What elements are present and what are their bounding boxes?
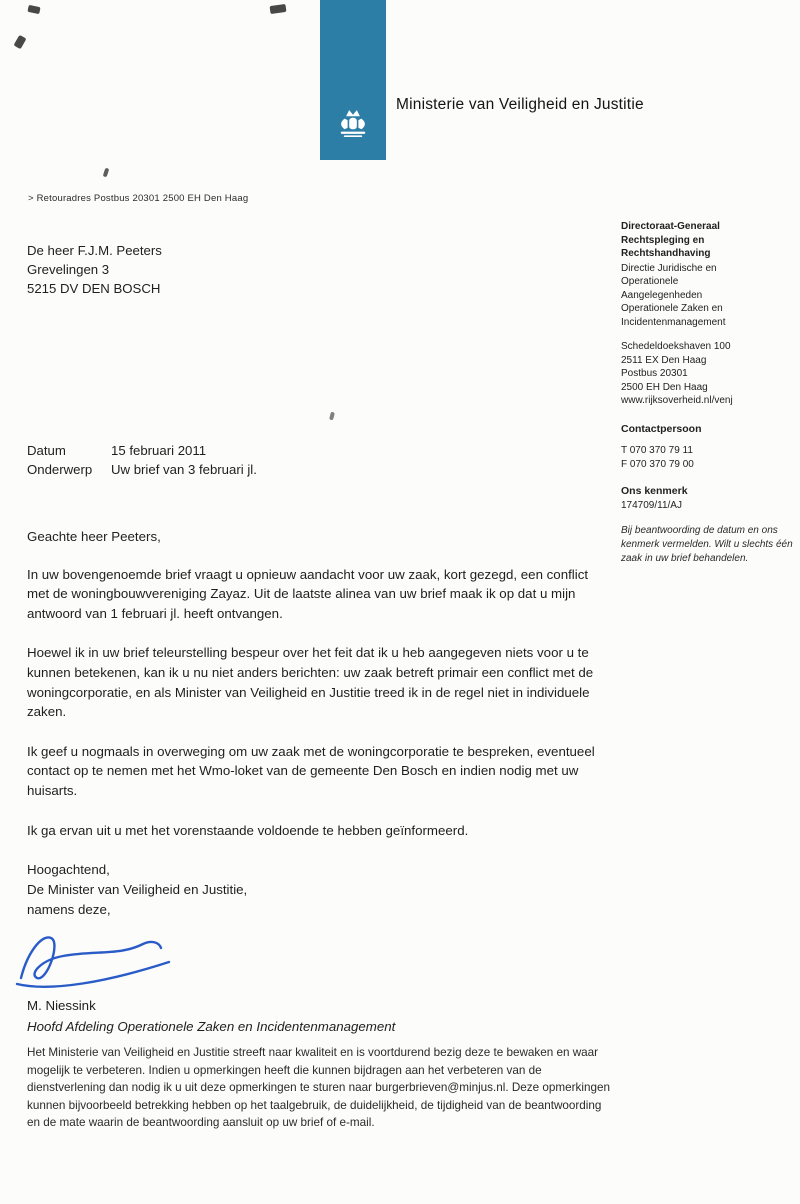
- signer-name: M. Niessink: [27, 998, 96, 1014]
- phone-number: T 070 370 79 11: [621, 445, 693, 456]
- office-address: Schedeldoekshaven 100 2511 EX Den Haag Postbus 20301 2500 EH Den Haag www.rijksoverheid.nl/venj: [621, 340, 793, 408]
- rijksoverheid-crest-icon: [330, 106, 376, 148]
- division-name: Directie Juridische en Operationele Aangelegenheden Operationele Zaken en Incidentenmanagement: [621, 262, 726, 328]
- recipient-address-block: [27, 241, 162, 298]
- scan-artifact: [103, 168, 110, 178]
- ministry-name: Ministerie van Veiligheid en Justitie: [396, 96, 644, 113]
- quality-footer-text: Het Ministerie van Veiligheid en Justitie streeft naar kwaliteit en is voortdurend bezig deze te bewaken en waar mogelijk te verbeteren. Indien u opmerkingen heeft die kunnen bijdragen aan het verbeteren van de dienstverlening dan nodig ik u uit deze opmerkingen te sturen naar burgerbrieven@minjus.nl. Deze opmerkingen kunnen bijvoorbeeld betrekking hebben op het taalgebruik, de duidelijkheid, de tijdigheid van de beantwoording en de mate waarin de beantwoording aansluit op uw brief of e-mail.: [27, 1046, 610, 1130]
- directorate-name: Directoraat-Generaal Rechtspleging en Rechtshandhaving: [621, 221, 720, 259]
- ministry-brand-bar: [320, 0, 386, 160]
- closing-block: Hoogachtend, De Minister van Veiligheid en Justitie, namens deze,: [27, 862, 248, 918]
- scan-artifact: [270, 4, 287, 14]
- date-label: Datum: [27, 443, 66, 458]
- reference-label: Ons kenmerk: [621, 485, 688, 497]
- return-address: > Retouradres Postbus 20301 2500 EH Den Haag: [28, 193, 249, 204]
- handwritten-signature: [9, 926, 185, 994]
- fax-number: F 070 370 79 00: [621, 458, 694, 470]
- website-url: www.rijksoverheid.nl/venj: [621, 395, 733, 406]
- recipient-line: Grevelingen 3: [27, 262, 110, 277]
- scan-artifact: [329, 412, 335, 421]
- reference-number: 174709/11/AJ: [621, 499, 682, 511]
- letter-body: [27, 527, 613, 1036]
- salutation: Geachte heer Peeters,: [27, 529, 161, 544]
- scan-artifact: [14, 35, 27, 49]
- letter-meta: [27, 441, 257, 479]
- subject-label: Onderwerp: [27, 462, 93, 477]
- scan-artifact: [27, 5, 40, 14]
- recipient-line: 5215 DV DEN BOSCH: [27, 281, 161, 296]
- body-paragraph: In uw bovengenoemde brief vraagt u opnieuw aandacht voor uw zaak, kort gezegd, een conflict met de woningbouwvereniging Zayaz. Uit de laatste alinea van uw brief maak ik op dat u mijn antwoord van 1 februari jl. heeft ontvangen.: [27, 566, 589, 621]
- body-paragraph: Ik geef u nogmaals in overweging om uw zaak met de woningcorporatie te bespreken, eventueel contact op te nemen met het Wmo-loket van de gemeente Den Bosch en indien nodig met uw huisarts.: [27, 743, 595, 798]
- letterhead-sidebar: [621, 220, 793, 566]
- recipient-line: De heer F.J.M. Peeters: [27, 243, 162, 258]
- reply-instruction-note: Bij beantwoording de datum en ons kenmerk vermelden. Wilt u slechts één zaak in uw brief behandelen.: [621, 525, 793, 564]
- date-row: [27, 441, 257, 460]
- body-paragraph: Ik ga ervan uit u met het vorenstaande voldoende te hebben geïnformeerd.: [27, 822, 469, 838]
- subject-row: [27, 460, 257, 479]
- body-paragraph: Hoewel ik in uw brief teleurstelling bespeur over het feit dat ik u heb aangegeven niets voor u te kunnen betekenen, kan ik u nu niet anders berichten: uw zaak betreft primair een conflict met de woningcorporatie, en als Minister van Veiligheid en Justitie treed ik in de regel niet in individuele zaken.: [27, 645, 594, 720]
- date-value: 15 februari 2011: [111, 443, 207, 458]
- contact-label: Contactpersoon: [621, 422, 702, 435]
- signer-title: Hoofd Afdeling Operationele Zaken en Incidentenmanagement: [27, 1018, 396, 1034]
- subject-value: Uw brief van 3 februari jl.: [111, 462, 257, 477]
